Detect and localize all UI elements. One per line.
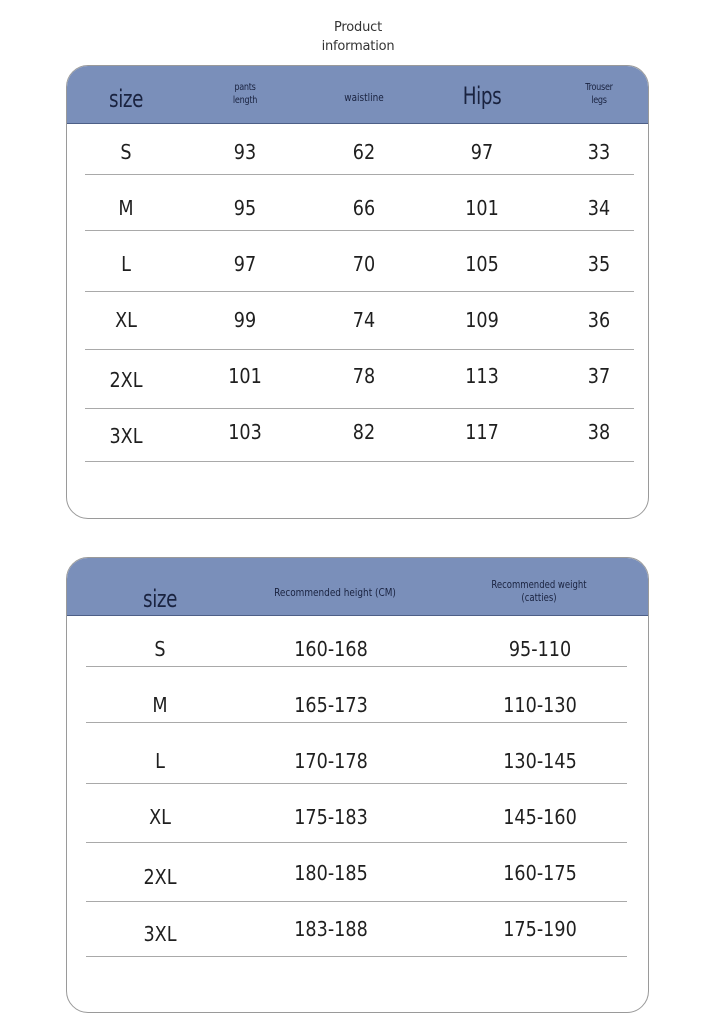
cell-pants-length: 93 [233,140,257,164]
cell-trouser-legs: 35 [587,252,611,276]
cell-pants-length: 99 [233,308,257,332]
row-divider [86,956,627,957]
cell-weight: 175-190 [503,917,577,941]
page-title-line1: Product [334,20,382,35]
cell-size: L [155,749,165,773]
cell-hips: 105 [465,252,499,276]
row-divider [85,408,634,409]
row-divider [86,842,627,843]
header-recommended-weight-line2: (catties) [521,592,557,605]
cell-size: 3XL [143,922,177,946]
cell-size: XL [115,308,137,332]
cell-height: 165-173 [294,693,368,717]
row-divider [85,461,634,462]
cell-pants-length: 95 [233,196,257,220]
cell-trouser-legs: 33 [587,140,611,164]
cell-weight: 95-110 [508,637,572,661]
cell-weight: 160-175 [503,861,577,885]
cell-height: 160-168 [294,637,368,661]
cell-size: 2XL [109,368,143,392]
cell-size: 2XL [143,865,177,889]
header-pants-length-line2: length [232,94,258,106]
size-recommendation-table [66,557,649,1013]
header-trouser-legs-line1: Trouser [585,82,613,93]
cell-trouser-legs: 37 [587,364,611,388]
header-waistline: waistline [344,91,384,104]
cell-trouser-legs: 36 [587,308,611,332]
cell-waistline: 74 [352,308,376,332]
cell-hips: 113 [465,364,499,388]
cell-trouser-legs: 38 [587,420,611,444]
row-divider [85,174,634,175]
header-pants-length [233,82,257,107]
cell-pants-length: 103 [228,420,262,444]
cell-height: 183-188 [294,917,368,941]
header-trouser-legs [585,82,612,107]
table-header [67,66,648,124]
cell-size: M [118,196,134,220]
cell-waistline: 62 [352,140,376,164]
cell-height: 170-178 [294,749,368,773]
cell-hips: 117 [465,420,499,444]
size-measurement-table [66,65,649,519]
cell-size: XL [149,805,171,829]
cell-waistline: 78 [352,364,376,388]
cell-hips: 97 [470,140,494,164]
row-divider [85,349,634,350]
header-recommended-height: Recommended height (CM) [274,586,396,599]
cell-weight: 110-130 [503,693,577,717]
row-divider [85,230,634,231]
cell-waistline: 70 [352,252,376,276]
row-divider [85,291,634,292]
cell-hips: 101 [465,196,499,220]
cell-size: M [152,693,168,717]
page-title [0,18,716,56]
cell-size: 3XL [109,424,143,448]
header-pants-length-line1: pants [234,82,256,93]
cell-height: 180-185 [294,861,368,885]
cell-weight: 130-145 [503,749,577,773]
page-title-line2: information [321,39,395,54]
header-hips: Hips [462,82,502,110]
row-divider [86,722,627,723]
header-recommended-weight-line1: Recommended weight [491,579,587,591]
cell-weight: 145-160 [503,805,577,829]
cell-hips: 109 [465,308,499,332]
cell-trouser-legs: 34 [587,196,611,220]
cell-size: S [120,140,132,164]
cell-height: 175-183 [294,805,368,829]
header-size: size [143,585,177,613]
cell-size: S [154,637,166,661]
header-trouser-legs-line2: legs [591,94,607,106]
row-divider [86,783,627,784]
cell-size: L [121,252,131,276]
cell-waistline: 66 [352,196,376,220]
cell-pants-length: 101 [228,364,262,388]
table-header [67,558,648,616]
header-recommended-weight [491,579,586,605]
cell-waistline: 82 [352,420,376,444]
cell-pants-length: 97 [233,252,257,276]
row-divider [86,901,627,902]
header-size: size [109,85,143,113]
row-divider [86,666,627,667]
